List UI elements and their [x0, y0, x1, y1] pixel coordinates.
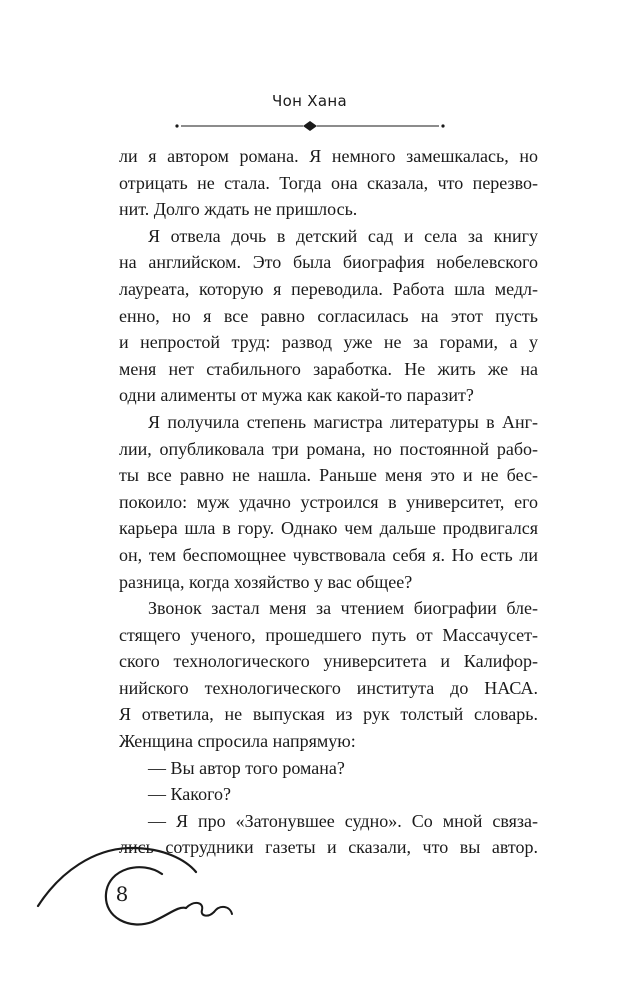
- text-line: — Я про «Затонувшее судно». Со мной связа-: [148, 810, 538, 831]
- text-line: отрицать не стала. Тогда она сказала, что перезво-: [119, 172, 538, 193]
- text-line: карьера шла в гору. Однако чем дальше продвигался: [119, 518, 538, 539]
- text-line: и непростой труд: развод уже не за горами, а у: [119, 332, 538, 353]
- text-line: стящего ученого, прошедшего путь от Массачусет-: [119, 624, 538, 645]
- text-line: Я ответила, не выпуская из рук толстый словарь.: [119, 704, 538, 725]
- text-line: лись сотрудники газеты и сказали, что вы автор.: [119, 837, 538, 858]
- text-line: лии, опубликовала три романа, но постоянной рабо-: [119, 438, 538, 459]
- text-line: одни алименты от мужа как какой-то паразит?: [119, 385, 474, 406]
- text-line: меня нет стабильного заработка. Не жить же на: [119, 358, 538, 379]
- text-line: ты все равно не нашла. Раньше меня это и не бес-: [119, 465, 538, 486]
- text-line: разница, когда хозяйство у вас общее?: [119, 571, 413, 592]
- text-line: на английском. Это была биография нобелевского: [119, 252, 538, 273]
- text-line: покоило: муж удачно устроился в университет, его: [119, 491, 538, 512]
- text-line: он, тем беспомощнее чувствовала себя я. Но есть ли: [119, 544, 538, 565]
- text-line: лауреата, которую я переводила. Работа шла медл-: [119, 278, 538, 299]
- text-line: Я получила степень магистра литературы в Анг-: [148, 411, 538, 432]
- diamond-divider-icon: [175, 118, 445, 134]
- text-line: Я отвела дочь в детский сад и села за книгу: [148, 225, 538, 246]
- text-line: ского технологического университета и Калифор-: [119, 651, 538, 672]
- text-line: — Какого?: [148, 784, 232, 805]
- text-line: Звонок застал меня за чтением биографии бле-: [148, 598, 538, 619]
- text-line: нийского технологического института до НАСА.: [119, 677, 538, 698]
- body-text: [119, 143, 538, 861]
- page-number: 8: [115, 882, 129, 906]
- text-line: енно, но я все равно согласилась на этот пусть: [119, 305, 538, 326]
- text-line: нит. Долго ждать не пришлось.: [119, 199, 358, 220]
- text-line: — Вы автор того романа?: [148, 757, 345, 778]
- text-line: ли я автором романа. Я немного замешкалась, но: [119, 146, 538, 166]
- wave-swirl-icon: [36, 838, 236, 933]
- running-header-author: Чон Хана: [272, 92, 347, 110]
- text-line: Женщина спросила напрямую:: [119, 731, 356, 752]
